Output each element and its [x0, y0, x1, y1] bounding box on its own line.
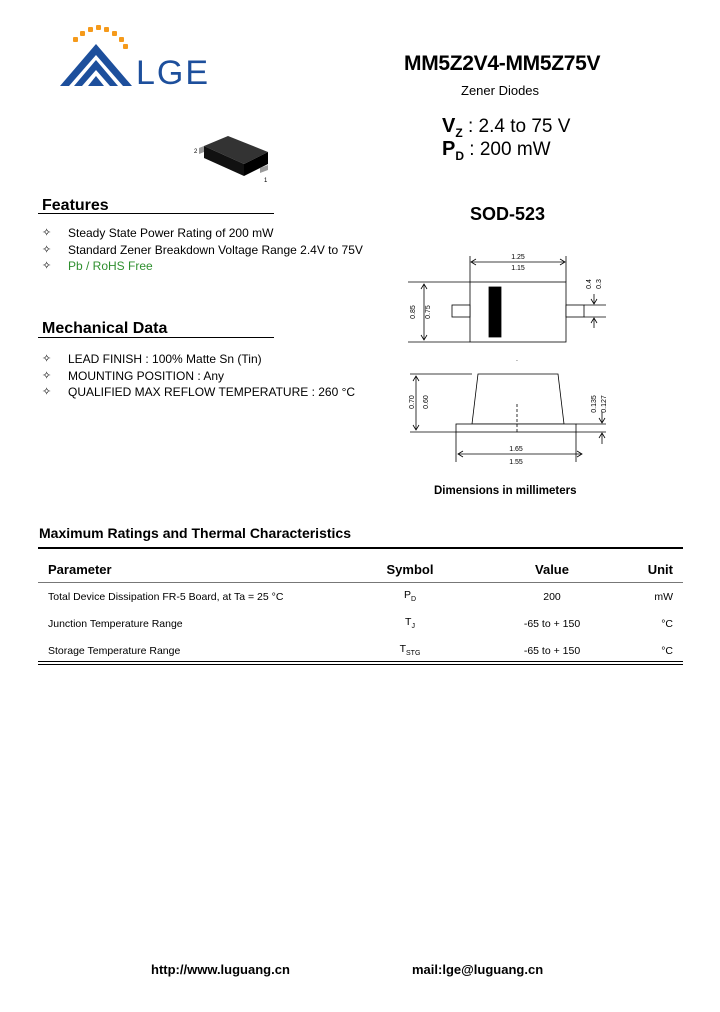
list-item: ✧ Steady State Power Rating of 200 mW: [42, 226, 274, 240]
svg-text:0.70: 0.70: [409, 395, 416, 409]
bullet-icon: ✧: [42, 353, 52, 365]
pd-value: : 200 mW: [469, 139, 551, 160]
svg-text:.: .: [516, 356, 518, 363]
svg-text:1.55: 1.55: [509, 459, 523, 466]
features-rule: [38, 213, 274, 214]
pd-spec: [442, 138, 551, 163]
device-type-subtitle: Zener Diodes: [461, 83, 540, 98]
pin2-label: 2: [194, 149, 198, 155]
vz-subscript: Z: [455, 125, 463, 140]
svg-text:0.75: 0.75: [425, 305, 432, 319]
package-photo: [190, 130, 280, 185]
features-heading: Features: [42, 197, 109, 214]
list-item: ✧ MOUNTING POSITION : Any: [42, 368, 225, 383]
package-name: SOD-523: [470, 204, 546, 224]
list-item: ✧ QUALIFIED MAX REFLOW TEMPERATURE : 260 °C: [42, 385, 356, 399]
logo-mark: [60, 44, 132, 86]
table-row: Storage Temperature Range $T_{STG}$ -65 to + 150 °C: [48, 643, 673, 658]
lge-logo: [56, 24, 236, 96]
vz-value: : 2.4 to 75 V: [467, 116, 571, 137]
side-view: [410, 374, 606, 462]
bullet-icon: ✧: [42, 227, 52, 239]
header-symbol: Symbol: [386, 561, 434, 577]
bullet-icon: ✧: [42, 386, 52, 398]
svg-text:0.85: 0.85: [410, 305, 417, 319]
table-row: Total Device Dissipation FR-5 Board, at Ta = 25 °C $P_D$ 200 mW: [48, 589, 673, 604]
features-list: [42, 225, 382, 275]
bullet-icon: ✧: [42, 243, 52, 256]
pin1-label: 1: [264, 178, 268, 184]
top-view: [408, 256, 606, 342]
logo-text: LGE: [136, 54, 211, 92]
mechanical-heading: Mechanical Data: [42, 320, 168, 337]
svg-text:0.127: 0.127: [601, 395, 608, 413]
part-number-title: MM5Z2V4-MM5Z75V: [404, 52, 601, 75]
header-unit: Unit: [647, 561, 673, 577]
svg-text:1.65: 1.65: [509, 446, 523, 453]
svg-text:0.135: 0.135: [591, 395, 598, 413]
table-top-rule: [38, 547, 683, 549]
ratings-title: Maximum Ratings and Thermal Characteristics: [39, 525, 351, 541]
email-link[interactable]: mail:lge@luguang.cn: [412, 962, 544, 977]
rohs-label: Pb / RoHS Free: [68, 259, 153, 273]
list-item: [42, 258, 382, 275]
svg-text:0.60: 0.60: [423, 395, 430, 409]
package-dimension-drawing: [400, 240, 620, 470]
list-item: ✧ LEAD FINISH : 100% Matte Sn (Tin): [42, 352, 262, 366]
website-link[interactable]: http://www.luguang.cn: [151, 962, 290, 977]
vz-spec: [442, 115, 570, 140]
mechanical-rule: [38, 337, 274, 338]
dimension-caption: Dimensions in millimeters: [434, 485, 577, 497]
svg-text:0.3: 0.3: [596, 279, 603, 289]
table-header-row: [38, 556, 683, 583]
pd-subscript: D: [455, 148, 465, 163]
header-value: Value: [535, 561, 569, 577]
vz-symbol: V: [442, 115, 456, 137]
bullet-icon: ✧: [42, 260, 52, 272]
table-row: Junction Temperature Range $T_J$ -65 to + 150 °C: [48, 616, 673, 631]
header-parameter: Parameter: [48, 561, 112, 577]
svg-text:0.4: 0.4: [586, 279, 593, 289]
mechanical-list: [42, 351, 402, 401]
svg-text:1.15: 1.15: [511, 265, 525, 272]
table-bottom-rule: [38, 661, 683, 665]
bullet-icon: ✧: [42, 369, 52, 382]
ratings-table: [38, 556, 683, 664]
logo-sun-dots: [73, 25, 128, 49]
list-item: ✧ Standard Zener Breakdown Voltage Range 2.4V to 75V: [42, 242, 363, 257]
pd-symbol: P: [442, 138, 456, 160]
svg-text:1.25: 1.25: [511, 254, 525, 261]
